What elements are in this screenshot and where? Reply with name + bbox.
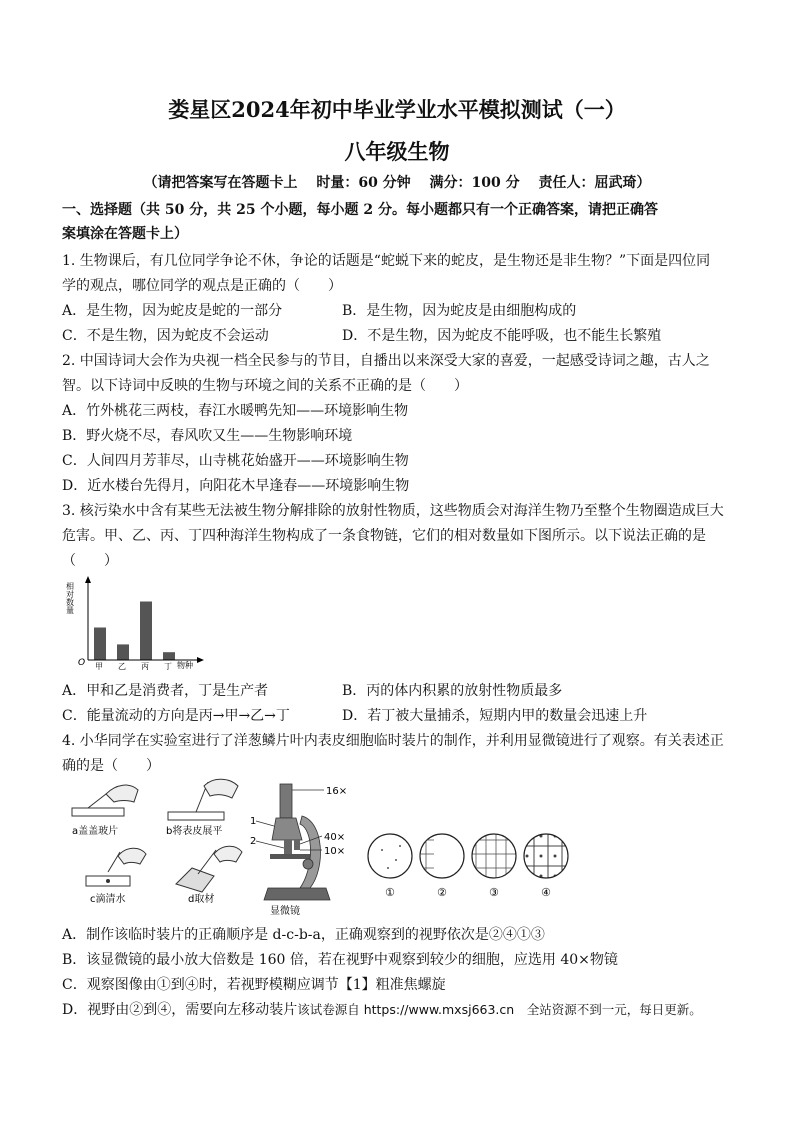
food-chain-bar-chart	[60, 572, 210, 672]
bar-3	[140, 602, 152, 661]
bar-1	[94, 628, 106, 661]
q4-stem: 4. 小华同学在实验室进行了洋葱鳞片叶内表皮细胞临时装片的制作，并利用显微镜进行了观察。有关表述正	[62, 733, 724, 749]
step-d-label: d取材	[188, 894, 215, 905]
microscope-base	[264, 888, 330, 900]
section-heading: 一、选择题（共 50 分，共 25 个小题，每小题 2 分。每小题都只有一个正确答案，请把正确答	[62, 202, 658, 218]
q2-option-d: D．近水楼台先得月，向阳花木早逢春——环境影响生物	[62, 478, 410, 494]
q1-stem: 1. 生物课后，有几位同学争论不休，争论的话题是“蛇蜕下来的蛇皮，是生物还是非生物？”下面是四位同	[62, 253, 711, 269]
fields-of-view-figure	[366, 826, 572, 916]
view-3	[472, 834, 516, 878]
q4-option-a: A．制作该临时装片的正确顺序是 d-c-b-a，正确观察到的视野依次是②④①③	[62, 927, 545, 943]
section-heading-cont: 案填涂在答题卡上）	[62, 226, 188, 242]
q3-stem-paren: （ ）	[62, 553, 118, 569]
q3-option-a: A．甲和乙是消费者，丁是生产者	[62, 683, 269, 699]
q3-option-c: C．能量流动的方向是丙→甲→乙→丁	[62, 708, 290, 724]
exam-info: （请把答案写在答题卡上 时量：60 分钟 满分：100 分 责任人：屈武琦）	[143, 175, 651, 191]
coarse-adjustment-knob	[303, 859, 313, 869]
objective-40-label: 40×	[324, 832, 346, 843]
q2-option-a: A．竹外桃花三两枝，春江水暖鸭先知——环境影响生物	[62, 403, 409, 419]
q4-option-b: B．该显微镜的最小放大倍数是 160 倍，若在视野中观察到较少的细胞，应选用 40×物镜	[62, 952, 618, 968]
x-axis-label: 物种	[177, 661, 193, 670]
x-axis-arrow	[197, 657, 204, 663]
q3-option-b: B．丙的体内积累的放射性物质最多	[342, 683, 563, 699]
view-1	[368, 834, 412, 878]
view-2-label: ②	[437, 886, 447, 899]
source-watermark: 该试卷源自 https://www.mxsj663.cn 全站资源不到一元，每日更新。	[297, 1002, 702, 1017]
step-d-take-sample-illustration	[176, 846, 242, 892]
view-3-label: ③	[489, 886, 499, 899]
microscope-figure	[244, 778, 360, 918]
q4-option-d-text: D．视野由②到④，需要向左移动装片	[62, 1002, 298, 1018]
eyepiece-tube	[280, 784, 292, 818]
x-tick-label-1: 甲	[95, 662, 103, 671]
q3-stem-cont: 危害。甲、乙、丙、丁四种海洋生物构成了一条食物链，它们的相对数量如下图所示。以下说法正确的是	[62, 528, 706, 544]
q3-stem: 3. 核污染水中含有某些无法被生物分解排除的放射性物质，这些物质会对海洋生物乃至整个生物圈造成巨大	[62, 503, 724, 519]
view-4-label: ④	[541, 886, 551, 899]
objective-lens	[284, 840, 292, 854]
step-a-label: a盖盖玻片	[72, 826, 119, 837]
x-tick-label-4: 丁	[164, 662, 172, 671]
step-a-cover-slip-illustration	[72, 785, 138, 816]
q2-stem: 2. 中国诗词大会作为央视一档全民参与的节目，自播出以来深受大家的喜爱，一起感受诗词之趣，古人之	[62, 353, 710, 369]
q2-option-c: C．人间四月芳菲尽，山寺桃花始盛开——环境影响生物	[62, 453, 409, 469]
q4-option-d	[62, 999, 702, 1019]
step-c-water-drop-illustration	[86, 848, 146, 886]
exam-title: 娄星区2024年初中毕业学业水平模拟测试（一）	[168, 97, 626, 122]
step-b-flatten-illustration	[168, 779, 238, 820]
objective-lens-small	[294, 840, 300, 850]
q1-option-d: D．不是生物，因为蛇皮不能呼吸，也不能生长繁殖	[342, 328, 662, 344]
ocular-label: 16×	[326, 786, 348, 797]
q4-option-c: C．观察图像由①到④时，若视野模糊应调节【1】粗准焦螺旋	[62, 977, 446, 993]
view-1-label: ①	[385, 886, 395, 899]
exam-subject: 八年级生物	[344, 139, 450, 164]
chart-origin: O	[78, 658, 86, 668]
bar-4	[163, 652, 175, 660]
q1-option-c: C．不是生物，因为蛇皮不会运动	[62, 328, 269, 344]
objective-10-label: 10×	[324, 846, 346, 857]
q1-stem-cont: 学的观点，哪位同学的观点是正确的（ ）	[62, 278, 342, 294]
q1-option-b: B．是生物，因为蛇皮是由细胞构成的	[342, 303, 577, 319]
bar-2	[117, 644, 129, 660]
microscope-body	[300, 816, 320, 888]
y-axis-label: 相对数量	[65, 582, 75, 614]
view-4	[524, 834, 568, 878]
q4-stem-cont: 确的是（ ）	[62, 758, 160, 774]
microscope-label: 显微镜	[270, 906, 300, 917]
x-tick-label-2: 乙	[118, 662, 126, 671]
y-axis-arrow	[85, 576, 91, 583]
microscope-arm	[272, 818, 302, 840]
part-1-label: 1	[250, 816, 257, 827]
x-tick-label-3: 丙	[141, 662, 149, 671]
step-b-label: b将表皮展平	[166, 826, 223, 837]
q2-stem-cont: 智。以下诗词中反映的生物与环境之间的关系不正确的是（ ）	[62, 378, 468, 394]
q2-option-b: B．野火烧不尽，春风吹又生——生物影响环境	[62, 428, 353, 444]
view-2	[420, 834, 464, 878]
q1-option-a: A．是生物，因为蛇皮是蛇的一部分	[62, 303, 283, 319]
part-2-label: 2	[250, 836, 257, 847]
q3-option-d: D．若丁被大量捕杀，短期内甲的数量会迅速上升	[342, 708, 648, 724]
step-c-label: c滴清水	[90, 894, 126, 905]
slide-preparation-steps-figure	[68, 772, 248, 912]
